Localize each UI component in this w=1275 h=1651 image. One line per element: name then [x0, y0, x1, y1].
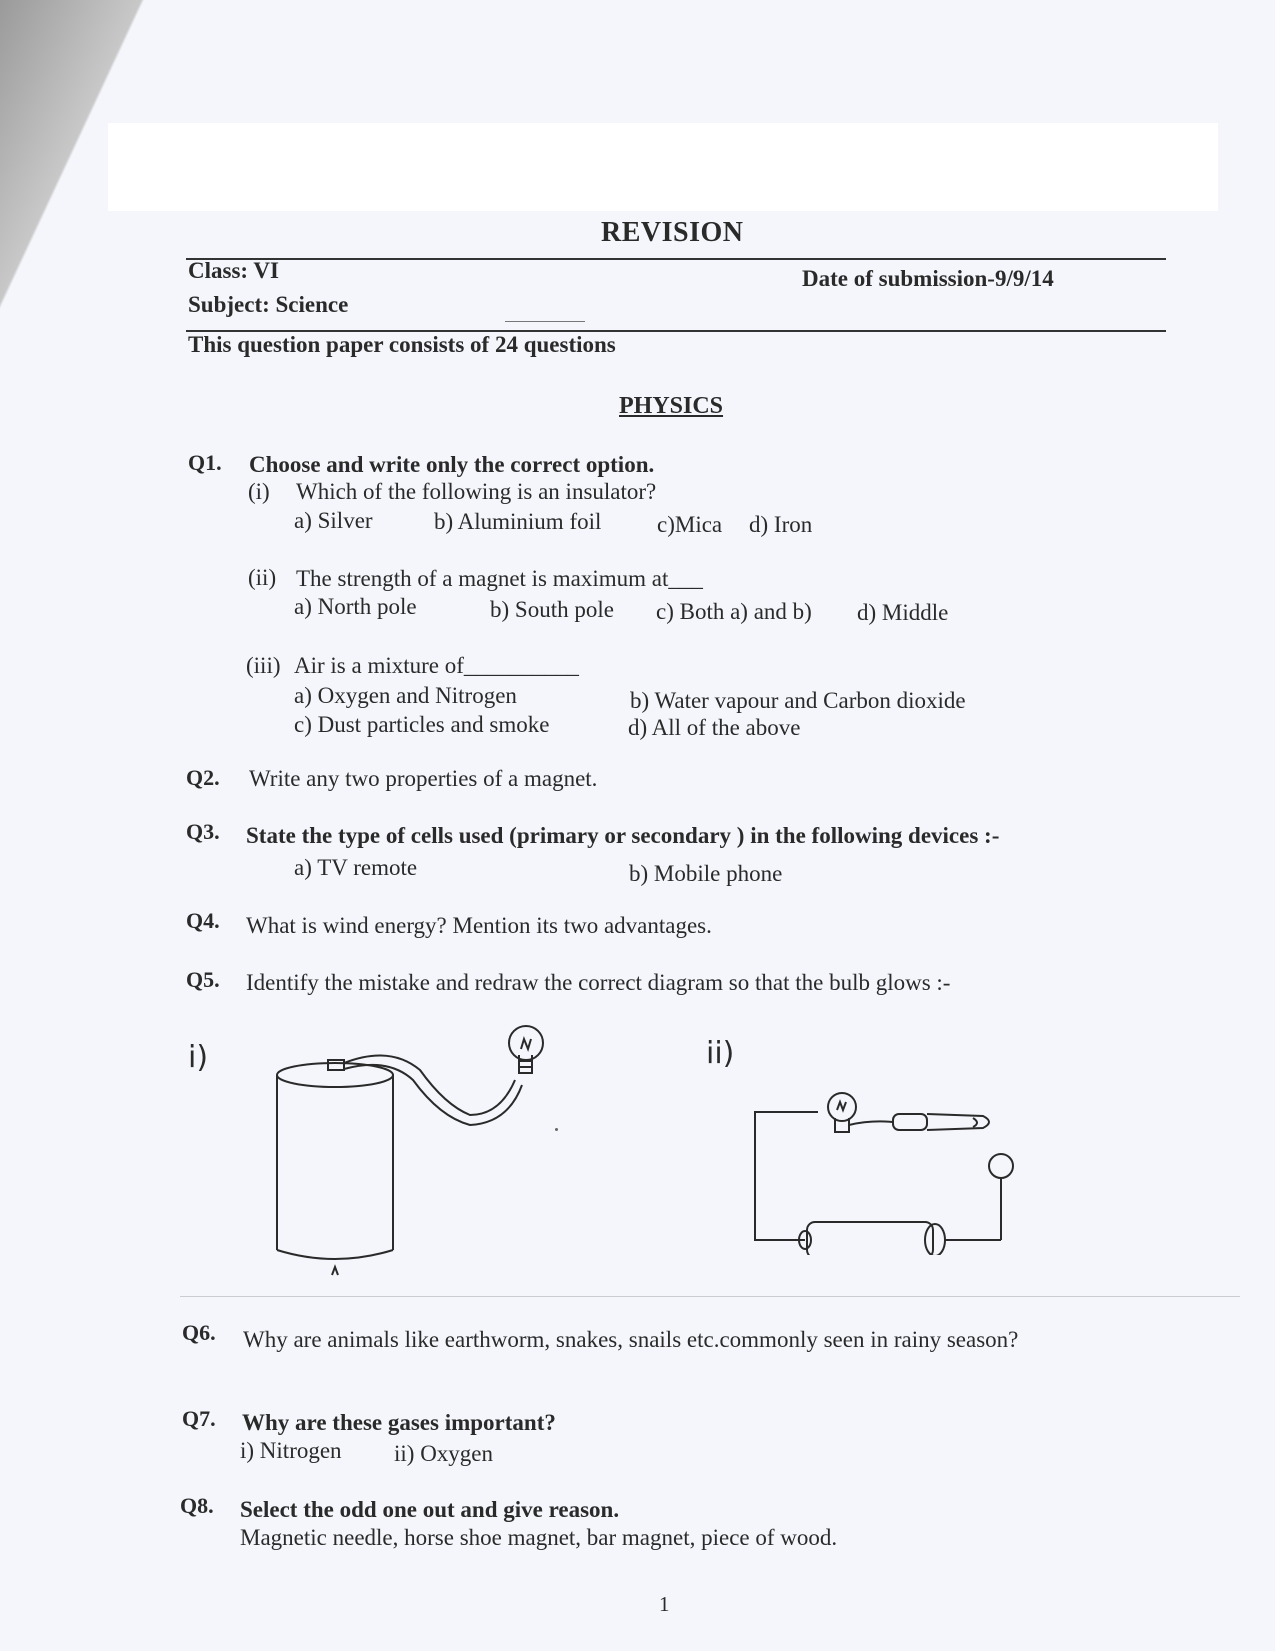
figure-2-label: ii)	[706, 1036, 735, 1071]
faint-rule	[505, 321, 585, 322]
q1-iii-option-a: a) Oxygen and Nitrogen	[294, 683, 517, 708]
q3-option-a: a) TV remote	[294, 855, 418, 880]
header-top-rule	[186, 258, 1166, 260]
submission-date: Date of submission-9/9/14	[802, 266, 1054, 291]
class-label: Class: VI	[188, 258, 279, 283]
q2-number: Q2.	[186, 765, 220, 790]
separator-line	[180, 1296, 1240, 1297]
q1-iii-text: Air is a mixture of__________	[294, 653, 579, 678]
q8-text: Select the odd one out and give reason.	[240, 1497, 620, 1522]
q1-ii-option-b: b) South pole	[490, 597, 614, 622]
q1-i-label: (i)	[248, 479, 270, 504]
q1-i-option-b: b) Aluminium foil	[434, 509, 602, 534]
q1-ii-option-d: d) Middle	[857, 600, 949, 625]
q2-text: Write any two properties of a magnet.	[249, 766, 598, 791]
cell-and-bulb-diagram	[270, 1005, 560, 1280]
q7-option-i: i) Nitrogen	[240, 1438, 342, 1463]
redacted-header-area	[108, 123, 1218, 211]
q5-text: Identify the mistake and redraw the correct diagram so that the bulb glows :-	[246, 970, 951, 995]
q1-iii-option-d: d) All of the above	[628, 715, 801, 740]
question-count-note: This question paper consists of 24 questions	[188, 332, 616, 357]
q1-iii-option-c: c) Dust particles and smoke	[294, 712, 550, 737]
q1-i-text: Which of the following is an insulator?	[296, 479, 657, 504]
q7-option-ii: ii) Oxygen	[394, 1441, 494, 1466]
q8-options: Magnetic needle, horse shoe magnet, bar magnet, piece of wood.	[240, 1525, 838, 1550]
circuit-diagram	[745, 1080, 1025, 1255]
subject-label: Subject: Science	[188, 292, 349, 317]
q1-number: Q1.	[188, 450, 222, 475]
q1-i-option-c: c)Mica	[657, 512, 723, 537]
q1-ii-label: (ii)	[248, 565, 277, 590]
q1-text: Choose and write only the correct option.	[249, 452, 655, 477]
page-title: REVISION	[601, 217, 744, 248]
q1-iii-option-b: b) Water vapour and Carbon dioxide	[630, 688, 966, 713]
q8-number: Q8.	[180, 1493, 214, 1518]
page-number: 1	[659, 1592, 670, 1616]
figure-1-label: i)	[188, 1040, 209, 1075]
q1-i-option-a: a) Silver	[294, 508, 373, 533]
q3-text: State the type of cells used (primary or secondary ) in the following devices :-	[246, 823, 1000, 848]
q3-option-b: b) Mobile phone	[629, 861, 783, 886]
scan-speck	[555, 1128, 558, 1131]
q3-number: Q3.	[186, 819, 220, 844]
q1-i-option-d: d) Iron	[749, 512, 813, 537]
q7-number: Q7.	[182, 1406, 216, 1431]
q6-text: Why are animals like earthworm, snakes, snails etc.commonly seen in rainy season?	[243, 1327, 1019, 1352]
section-heading: PHYSICS	[619, 393, 724, 419]
q4-number: Q4.	[186, 908, 220, 933]
q4-text: What is wind energy? Mention its two advantages.	[246, 913, 712, 938]
q1-iii-label: (iii)	[246, 653, 281, 678]
q5-number: Q5.	[186, 967, 220, 992]
q1-ii-text: The strength of a magnet is maximum at___	[296, 566, 703, 591]
q1-ii-option-a: a) North pole	[294, 594, 417, 619]
q7-text: Why are these gases important?	[242, 1410, 556, 1435]
q6-number: Q6.	[182, 1320, 216, 1345]
q1-ii-option-c: c) Both a) and b)	[656, 599, 812, 624]
